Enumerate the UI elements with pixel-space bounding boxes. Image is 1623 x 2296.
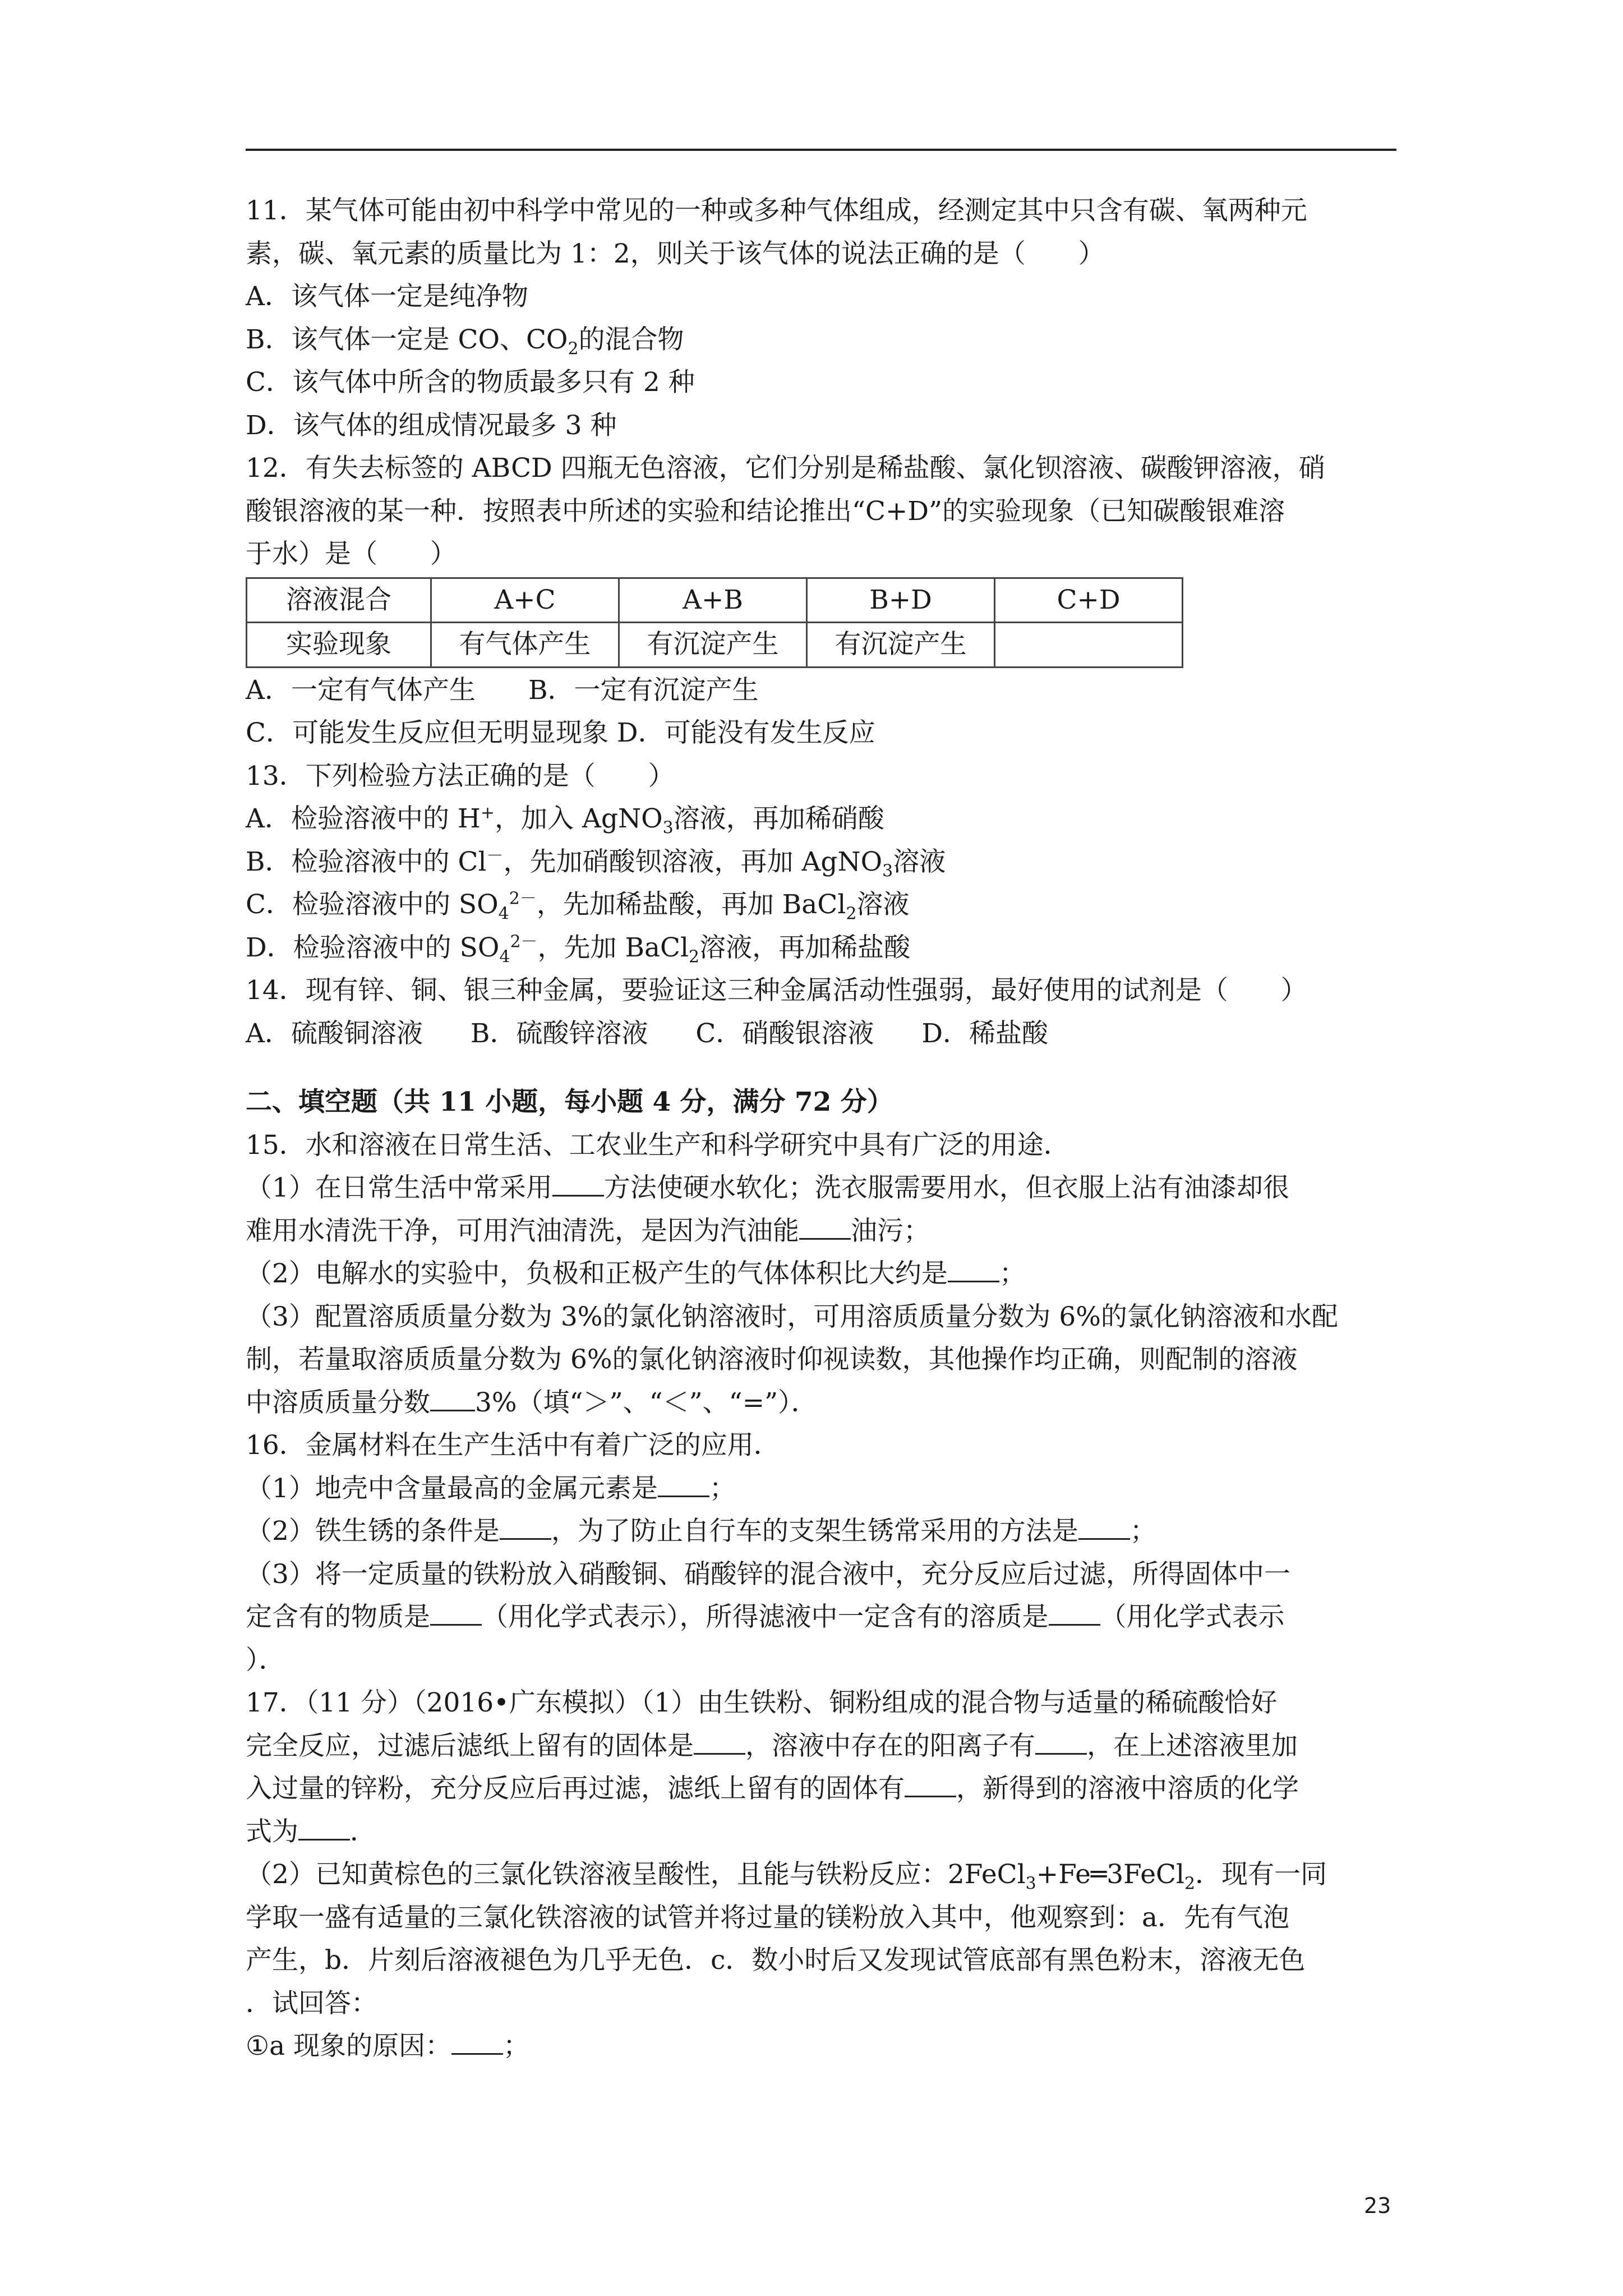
question-stem: 15．水和溶液在日常生活、工农业生产和科学研究中具有广泛的用途．: [246, 1129, 1070, 1161]
sub-question-1-cont: 难用水清洗干净，可用汽油清洗，是因为汽油能 油污；: [246, 1215, 930, 1246]
option-d: D．稀盐酸: [921, 1018, 1049, 1049]
answer-blank[interactable]: [430, 1387, 475, 1411]
answer-blank[interactable]: [430, 1602, 482, 1626]
answer-blank[interactable]: [1078, 1516, 1130, 1540]
sub-question-2: （2）铁生锈的条件是 ，为了防止自行车的支架生锈常采用的方法是 ；: [246, 1516, 1156, 1547]
answer-blank[interactable]: [552, 1172, 604, 1197]
sub-question-2-cont: 学取一盛有适量的三氯化铁溶液的试管并将过量的镁粉放入其中，他观察到：a．先有气泡: [246, 1902, 1290, 1933]
question-17: [246, 1682, 1395, 2068]
question-stem: 17．（11 分）（2016•广东模拟）（1）由生铁粉、铜粉组成的混合物与适量的稀硫酸恰好: [246, 1687, 1278, 1718]
table-row: [247, 623, 1183, 668]
question-stem: 式为 ．: [246, 1816, 376, 1847]
answer-blank[interactable]: [948, 1258, 999, 1282]
sub-question-3-cont: ）．: [246, 1644, 285, 1676]
answer-blank[interactable]: [799, 1216, 851, 1240]
question-stem: 16．金属材料在生产生活中有着广泛的应用．: [246, 1430, 780, 1461]
page-content: [246, 190, 1395, 2068]
option-c: C．硝酸银溶液: [695, 1018, 874, 1049]
table-cell: 有沉淀产生: [619, 623, 807, 668]
page-number: 23: [1364, 2193, 1391, 2218]
sub-question-1: （1）在日常生活中常采用 方法使硬水软化；洗衣服需要用水，但衣服上沾有油漆却很: [246, 1172, 1289, 1203]
option-b: B．该气体一定是 CO、$CO_2$的混合物: [246, 324, 684, 358]
sub-question-3-cont: 定含有的物质是 （用化学式表示），所得滤液中一定含有的溶质是 （用化学式表示: [246, 1602, 1285, 1632]
section-heading: 二、填空题（共 11 小题，每小题 4 分，满分 72 分）: [246, 1087, 893, 1117]
question-14: [246, 969, 1395, 1055]
options-c-d: C．可能发生反应但无明显现象 D．可能没有发生反应: [246, 717, 875, 748]
table-cell: [995, 623, 1183, 668]
table-cell: C+D: [995, 578, 1183, 623]
sub-question-3-cont: 中溶质质量分数 3%（填“＞”、“＜”、“=”）．: [246, 1387, 818, 1418]
option-c: C．检验溶液中的 $SO_4^{2-}$，先加稀盐酸，再加 BaCl$_2$溶液: [246, 889, 910, 924]
sub-question-3: （3）配置溶质质量分数为 3%的氯化钠溶液时，可用溶质质量分数为 6%的氯化钠溶液和水配: [246, 1301, 1338, 1332]
option-a: A．该气体一定是纯净物: [246, 281, 528, 312]
answer-blank[interactable]: [905, 1773, 956, 1797]
question-stem: 完全反应，过滤后滤纸上留有的固体是 ，溶液中存在的阳离子有 ，在上述溶液里加: [246, 1730, 1298, 1761]
table-cell: 溶液混合: [247, 578, 431, 623]
option-d: D．检验溶液中的 $SO_4^{2-}$，先加 BaCl$_2$溶液，再加稀盐酸: [246, 931, 911, 967]
sub-question-2-cont: ①a 现象的原因： ；: [246, 2031, 530, 2062]
question-stem: 素，碳、氧元素的质量比为 1：2，则关于该气体的说法正确的是（ ）: [246, 238, 1105, 269]
option-a: A．硫酸铜溶液: [246, 1018, 423, 1049]
table-cell: A+C: [431, 578, 619, 623]
answer-blank[interactable]: [694, 1731, 745, 1755]
table-cell: B+D: [807, 578, 995, 623]
option-b: B．硫酸锌溶液: [470, 1018, 648, 1049]
question-stem: 入过量的锌粉，充分反应后再过滤，滤纸上留有的固体有 ，新得到的溶液中溶质的化学: [246, 1773, 1299, 1804]
answer-blank[interactable]: [1049, 1602, 1100, 1626]
question-11: [246, 190, 1395, 447]
header-rule: [246, 149, 1396, 151]
options-row: [246, 1013, 1395, 1056]
option-b: B．检验溶液中的 Cl－，先加硝酸钡溶液，再加 AgNO$_3$溶液: [246, 845, 946, 881]
question-stem: 14．现有锌、铜、银三种金属，要验证这三种金属活动性强弱，最好使用的试剂是（ ）: [246, 975, 1307, 1006]
sub-question-2-cont: ．试回答：: [246, 1987, 377, 2019]
table-cell: 实验现象: [247, 623, 431, 668]
option-d: D．该气体的组成情况最多 3 种: [246, 409, 617, 441]
options-a-b: A．一定有气体产生 B．一定有沉淀产生: [246, 674, 759, 706]
question-stem: 13．下列检验方法正确的是（ ）: [246, 760, 675, 792]
sub-question-3-cont: 制，若量取溶质质量分数为 6%的氯化钠溶液时仰视读数，其他操作均正确，则配制的溶液: [246, 1344, 1298, 1375]
question-16: [246, 1424, 1395, 1682]
option-a: A．检验溶液中的 H+，加入 AgNO$_3$溶液，再加稀硝酸: [246, 803, 884, 838]
experiment-table: [246, 577, 1183, 668]
option-c: C．该气体中所含的物质最多只有 2 种: [246, 367, 695, 398]
question-stem: 酸银溶液的某一种．按照表中所述的实验和结论推出“C+D”的实验现象（已知碳酸银难溶: [246, 495, 1285, 527]
answer-blank[interactable]: [500, 1516, 551, 1540]
answer-blank[interactable]: [451, 2031, 503, 2055]
answer-blank[interactable]: [298, 1816, 350, 1841]
sub-question-2: （2）已知黄棕色的三氯化铁溶液呈酸性，且能与铁粉反应：2FeCl$_3$+Fe═3FeCl$_2$．现有一同: [246, 1859, 1327, 1894]
sub-question-3: （3）将一定质量的铁粉放入硝酸铜、硝酸锌的混合液中，充分反应后过滤，所得固体中一: [246, 1558, 1290, 1590]
question-15: [246, 1124, 1395, 1425]
sub-question-2: （2）电解水的实验中，负极和正极产生的气体体积比大约是 ；: [246, 1258, 1026, 1289]
table-row: [247, 578, 1183, 623]
question-stem: 12．有失去标签的 ABCD 四瓶无色溶液，它们分别是稀盐酸、氯化钡溶液、碳酸钾溶液，硝: [246, 453, 1325, 484]
question-12: [246, 447, 1395, 755]
table-cell: 有沉淀产生: [807, 623, 995, 668]
question-stem: 于水）是（ ）: [246, 539, 457, 569]
table-cell: 有气体产生: [431, 623, 619, 668]
sub-question-1: （1）地壳中含量最高的金属元素是 ；: [246, 1473, 736, 1504]
sub-question-2-cont: 产生，b．片刻后溶液褪色为几乎无色．c．数小时后又发现试管底部有黑色粉末，溶液无色: [246, 1945, 1306, 1976]
answer-blank[interactable]: [658, 1473, 709, 1497]
question-13: [246, 755, 1395, 970]
answer-blank[interactable]: [1035, 1731, 1087, 1755]
question-stem: 11．某气体可能由初中科学中常见的一种或多种气体组成，经测定其中只含有碳、氧两种元: [246, 195, 1307, 226]
table-cell: A+B: [619, 578, 807, 623]
